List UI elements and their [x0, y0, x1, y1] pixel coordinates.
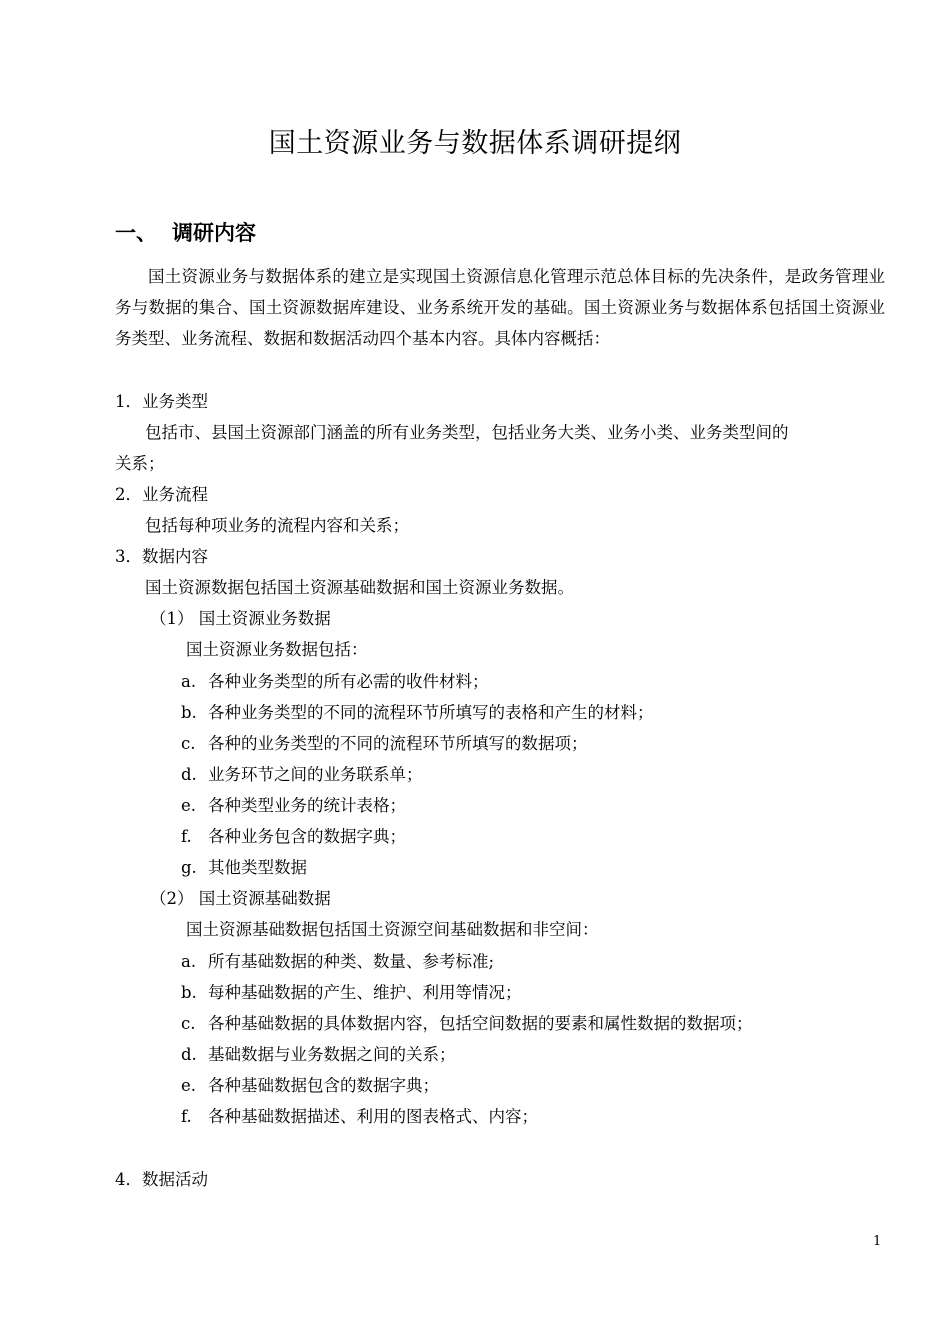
- list-item: [181, 697, 654, 728]
- list-item: [181, 759, 423, 790]
- list-item: [181, 1070, 439, 1101]
- list-item-letter: c.: [181, 1014, 196, 1033]
- sub2-label: （2） 国土资源基础数据: [150, 889, 331, 908]
- list-item-letter: d.: [181, 765, 197, 784]
- list-item-text: 基础数据与业务数据之间的关系；: [208, 1045, 456, 1064]
- list-item-letter: e.: [181, 796, 197, 815]
- item1-desc-line2: 关系；: [115, 454, 165, 473]
- list-item-text: 其他类型数据: [208, 858, 307, 877]
- list-item-text: 各种的业务类型的不同的流程环节所填写的数据项；: [208, 734, 588, 753]
- list-item-letter: f.: [181, 827, 192, 846]
- sub1-label: （1） 国土资源业务数据: [150, 609, 331, 628]
- document-title: 国土资源业务与数据体系调研提纲: [268, 128, 682, 159]
- list-item-letter: c.: [181, 734, 196, 753]
- list-item-letter: b.: [181, 703, 197, 722]
- list-item-text: 各种业务包含的数据字典；: [208, 827, 406, 846]
- item3-label: 3．数据内容: [115, 547, 208, 566]
- list-item: [181, 852, 307, 883]
- list-item: [181, 790, 406, 821]
- section-heading-text: 调研内容: [172, 221, 256, 245]
- list-item-text: 各种基础数据的具体数据内容，包括空间数据的要素和属性数据的数据项；: [208, 1014, 753, 1033]
- item3-desc: 国土资源数据包括国土资源基础数据和国土资源业务数据。: [145, 578, 574, 597]
- list-item-text: 业务环节之间的业务联系单；: [208, 765, 423, 784]
- list-item: [181, 946, 494, 977]
- list-item-letter: a.: [181, 672, 197, 691]
- list-item-letter: e.: [181, 1076, 197, 1095]
- sub2-desc: 国土资源基础数据包括国土资源空间基础数据和非空间：: [186, 920, 599, 939]
- item2-desc: 包括每种项业务的流程内容和关系；: [145, 516, 409, 535]
- item1-desc-line1: 包括市、县国土资源部门涵盖的所有业务类型，包括业务大类、业务小类、业务类型间的: [145, 423, 789, 442]
- list-item-letter: a.: [181, 952, 197, 971]
- list-item-letter: f.: [181, 1107, 192, 1126]
- section-number: 一、: [115, 221, 157, 245]
- list-item: [181, 977, 522, 1008]
- sub1-desc: 国土资源业务数据包括：: [186, 640, 368, 659]
- list-item-text: 各种业务类型的所有必需的收件材料；: [208, 672, 489, 691]
- item4-label: 4．数据活动: [115, 1170, 208, 1189]
- list-item-text: 所有基础数据的种类、数量、参考标准;: [208, 952, 495, 971]
- list-item: [181, 1039, 456, 1070]
- list-item: [181, 1008, 753, 1039]
- list-item-letter: g.: [181, 858, 197, 877]
- item1-label: 1．业务类型: [115, 392, 208, 411]
- list-item-letter: b.: [181, 983, 197, 1002]
- item2-label: 2．业务流程: [115, 485, 208, 504]
- list-item: [181, 728, 588, 759]
- list-item-letter: d.: [181, 1045, 197, 1064]
- list-item-text: 各种业务类型的不同的流程环节所填写的表格和产生的材料；: [208, 703, 654, 722]
- list-item-text: 每种基础数据的产生、维护、利用等情况；: [208, 983, 522, 1002]
- list-item: [181, 821, 406, 852]
- intro-paragraph: 国土资源业务与数据体系的建立是实现国土资源信息化管理示范总体目标的先决条件，是政务管理业务与数据的集合、国土资源数据库建设、业务系统开发的基础。国土资源业务与数据体系包括国土资源业务类型、业务流程、数据和数据活动四个基本内容。具体内容概括：: [115, 267, 885, 349]
- list-item: [181, 666, 489, 697]
- section-heading: [115, 216, 256, 250]
- page-number: 1: [873, 1234, 882, 1249]
- list-item-text: 各种类型业务的统计表格；: [208, 796, 406, 815]
- list-item-text: 各种基础数据描述、利用的图表格式、内容；: [208, 1107, 538, 1126]
- list-item: [181, 1101, 538, 1132]
- list-item-text: 各种基础数据包含的数据字典；: [208, 1076, 439, 1095]
